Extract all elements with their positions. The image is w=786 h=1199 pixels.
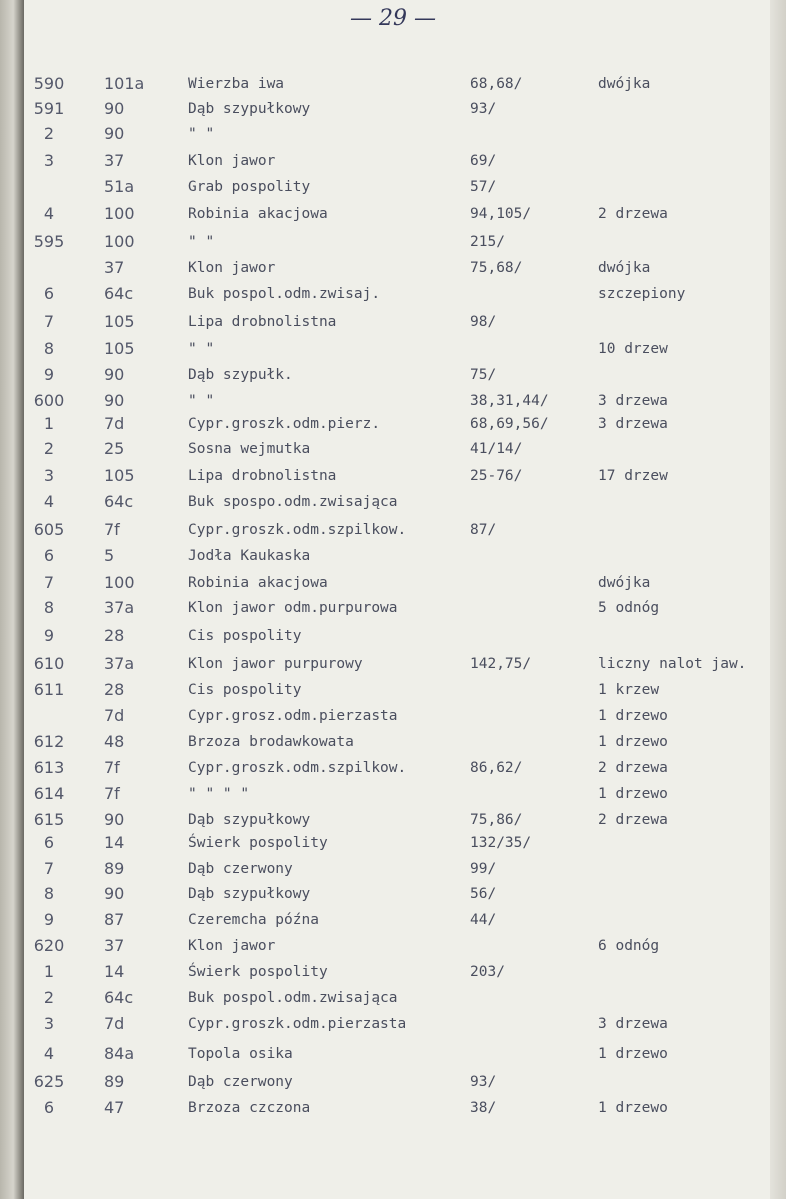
species-name: Cypr.grosz.odm.pierzasta bbox=[188, 708, 398, 724]
species-code: 7f bbox=[104, 784, 120, 803]
row-number: 590 bbox=[33, 74, 65, 93]
circumference: 98/ bbox=[470, 314, 497, 330]
page-number: — 29 — bbox=[350, 6, 436, 31]
circumference: 41/14/ bbox=[470, 441, 523, 457]
inventory-row bbox=[0, 520, 786, 546]
row-number: 614 bbox=[33, 784, 65, 803]
species-code: 101a bbox=[104, 74, 145, 93]
inventory-row bbox=[0, 284, 786, 310]
species-code: 7f bbox=[104, 520, 120, 539]
species-code: 25 bbox=[104, 439, 125, 458]
species-name: " " bbox=[188, 126, 215, 142]
species-name: Dąb szypułkowy bbox=[188, 812, 311, 828]
species-name: Dąb szypułkowy bbox=[188, 101, 311, 117]
row-number: 600 bbox=[33, 391, 65, 410]
remarks: 17 drzew bbox=[598, 468, 668, 484]
remarks: 1 drzewo bbox=[598, 708, 668, 724]
species-code: 28 bbox=[104, 680, 125, 699]
circumference: 93/ bbox=[470, 101, 497, 117]
species-code: 7d bbox=[104, 414, 125, 433]
species-name: Grab pospolity bbox=[188, 179, 311, 195]
inventory-row bbox=[0, 654, 786, 680]
row-number: 9 bbox=[43, 365, 55, 384]
row-number: 612 bbox=[33, 732, 65, 751]
circumference: 75/ bbox=[470, 367, 497, 383]
species-code: 14 bbox=[104, 962, 125, 981]
species-name: Klon jawor bbox=[188, 260, 276, 276]
inventory-row bbox=[0, 492, 786, 518]
inventory-row bbox=[0, 884, 786, 910]
inventory-row bbox=[0, 1098, 786, 1124]
species-name: Dąb czerwony bbox=[188, 861, 293, 877]
species-name: Świerk pospolity bbox=[188, 964, 328, 980]
row-number: 620 bbox=[33, 936, 65, 955]
inventory-row bbox=[0, 177, 786, 203]
inventory-row bbox=[0, 439, 786, 465]
row-number: 3 bbox=[43, 151, 55, 170]
remarks: 2 drzewa bbox=[598, 760, 668, 776]
circumference: 142,75/ bbox=[470, 656, 532, 672]
species-name: Cis pospolity bbox=[188, 682, 302, 698]
circumference: 25-76/ bbox=[470, 468, 523, 484]
circumference: 132/35/ bbox=[470, 835, 532, 851]
inventory-row bbox=[0, 1044, 786, 1070]
inventory-row bbox=[0, 365, 786, 391]
remarks: 3 drzewa bbox=[598, 416, 668, 432]
species-name: Topola osika bbox=[188, 1046, 293, 1062]
species-name: Buk spospo.odm.zwisająca bbox=[188, 494, 398, 510]
species-code: 105 bbox=[104, 339, 135, 358]
inventory-row bbox=[0, 466, 786, 492]
row-number: 6 bbox=[43, 1098, 55, 1117]
species-name: Cypr.groszk.odm.szpilkow. bbox=[188, 760, 407, 776]
species-name: Klon jawor bbox=[188, 153, 276, 169]
species-code: 64c bbox=[104, 988, 134, 1007]
row-number: 7 bbox=[43, 312, 55, 331]
inventory-row bbox=[0, 151, 786, 177]
row-number: 1 bbox=[43, 414, 55, 433]
row-number: 4 bbox=[43, 1044, 55, 1063]
species-name: " " " " bbox=[188, 786, 250, 802]
row-number: 6 bbox=[43, 546, 55, 565]
species-code: 90 bbox=[104, 884, 125, 903]
remarks: 3 drzewa bbox=[598, 1016, 668, 1032]
row-number: 4 bbox=[43, 492, 55, 511]
row-number: 7 bbox=[43, 859, 55, 878]
circumference: 203/ bbox=[470, 964, 505, 980]
species-code: 87 bbox=[104, 910, 125, 929]
species-code: 90 bbox=[104, 810, 125, 829]
species-name: Buk pospol.odm.zwisaj. bbox=[188, 286, 381, 302]
inventory-row bbox=[0, 546, 786, 572]
inventory-row bbox=[0, 598, 786, 624]
inventory-row bbox=[0, 988, 786, 1014]
row-number: 3 bbox=[43, 1014, 55, 1033]
circumference: 56/ bbox=[470, 886, 497, 902]
inventory-row bbox=[0, 312, 786, 338]
species-name: Brzoza czczona bbox=[188, 1100, 311, 1116]
species-name: " " bbox=[188, 341, 215, 357]
species-code: 5 bbox=[104, 546, 115, 565]
circumference: 75,86/ bbox=[470, 812, 523, 828]
row-number: 2 bbox=[43, 124, 55, 143]
species-name: Lipa drobnolistna bbox=[188, 314, 337, 330]
species-name: Cis pospolity bbox=[188, 628, 302, 644]
species-code: 89 bbox=[104, 859, 125, 878]
row-number: 6 bbox=[43, 833, 55, 852]
circumference: 99/ bbox=[470, 861, 497, 877]
row-number: 3 bbox=[43, 466, 55, 485]
inventory-row bbox=[0, 258, 786, 284]
inventory-row bbox=[0, 706, 786, 732]
species-code: 37 bbox=[104, 151, 125, 170]
circumference: 38/ bbox=[470, 1100, 497, 1116]
species-name: Klon jawor odm.purpurowa bbox=[188, 600, 398, 616]
row-number: 6 bbox=[43, 284, 55, 303]
row-number: 4 bbox=[43, 204, 55, 223]
remarks: 2 drzewa bbox=[598, 812, 668, 828]
inventory-row bbox=[0, 833, 786, 859]
species-name: Buk pospol.odm.zwisająca bbox=[188, 990, 398, 1006]
row-number: 1 bbox=[43, 962, 55, 981]
circumference: 57/ bbox=[470, 179, 497, 195]
species-name: Dąb szypułk. bbox=[188, 367, 293, 383]
inventory-row bbox=[0, 859, 786, 885]
inventory-row bbox=[0, 910, 786, 936]
remarks: 1 drzewo bbox=[598, 734, 668, 750]
row-number: 615 bbox=[33, 810, 65, 829]
species-code: 89 bbox=[104, 1072, 125, 1091]
circumference: 44/ bbox=[470, 912, 497, 928]
species-name: Świerk pospolity bbox=[188, 835, 328, 851]
circumference: 75,68/ bbox=[470, 260, 523, 276]
inventory-row bbox=[0, 626, 786, 652]
species-code: 90 bbox=[104, 391, 125, 410]
circumference: 94,105/ bbox=[470, 206, 532, 222]
inventory-row bbox=[0, 232, 786, 258]
species-code: 100 bbox=[104, 204, 135, 223]
inventory-row bbox=[0, 99, 786, 125]
remarks: 3 drzewa bbox=[598, 393, 668, 409]
species-code: 64c bbox=[104, 492, 134, 511]
inventory-row bbox=[0, 204, 786, 230]
species-name: Cypr.groszk.odm.pierz. bbox=[188, 416, 381, 432]
inventory-row bbox=[0, 758, 786, 784]
row-number: 625 bbox=[33, 1072, 65, 1091]
remarks: dwójka bbox=[598, 260, 651, 276]
species-code: 105 bbox=[104, 312, 135, 331]
species-name: " " bbox=[188, 393, 215, 409]
remarks: 1 drzewo bbox=[598, 1100, 668, 1116]
species-code: 64c bbox=[104, 284, 134, 303]
species-code: 28 bbox=[104, 626, 125, 645]
remarks: 5 odnóg bbox=[598, 600, 660, 616]
species-name: Dąb szypułkowy bbox=[188, 886, 311, 902]
species-code: 90 bbox=[104, 99, 125, 118]
remarks: 6 odnóg bbox=[598, 938, 660, 954]
circumference: 87/ bbox=[470, 522, 497, 538]
species-name: Klon jawor bbox=[188, 938, 276, 954]
species-code: 37 bbox=[104, 258, 125, 277]
inventory-row bbox=[0, 1014, 786, 1040]
species-code: 37a bbox=[104, 654, 135, 673]
species-name: Cypr.groszk.odm.szpilkow. bbox=[188, 522, 407, 538]
remarks: 1 drzewo bbox=[598, 1046, 668, 1062]
remarks: 10 drzew bbox=[598, 341, 668, 357]
circumference: 215/ bbox=[470, 234, 505, 250]
inventory-row bbox=[0, 1072, 786, 1098]
remarks: 2 drzewa bbox=[598, 206, 668, 222]
remarks: 1 drzewo bbox=[598, 786, 668, 802]
inventory-row bbox=[0, 414, 786, 440]
row-number: 613 bbox=[33, 758, 65, 777]
species-name: Klon jawor purpurowy bbox=[188, 656, 363, 672]
species-code: 7f bbox=[104, 758, 120, 777]
row-number: 2 bbox=[43, 439, 55, 458]
species-name: Cypr.groszk.odm.pierzasta bbox=[188, 1016, 407, 1032]
species-code: 14 bbox=[104, 833, 125, 852]
species-code: 90 bbox=[104, 365, 125, 384]
inventory-row bbox=[0, 573, 786, 599]
species-code: 37a bbox=[104, 598, 135, 617]
species-code: 105 bbox=[104, 466, 135, 485]
row-number: 8 bbox=[43, 598, 55, 617]
remarks: 1 krzew bbox=[598, 682, 660, 698]
species-code: 7d bbox=[104, 706, 125, 725]
species-name: Jodła Kaukaska bbox=[188, 548, 311, 564]
circumference: 86,62/ bbox=[470, 760, 523, 776]
species-code: 47 bbox=[104, 1098, 125, 1117]
species-code: 48 bbox=[104, 732, 125, 751]
row-number: 595 bbox=[33, 232, 65, 251]
species-name: Sosna wejmutka bbox=[188, 441, 311, 457]
remarks: dwójka bbox=[598, 575, 651, 591]
row-number: 2 bbox=[43, 988, 55, 1007]
circumference: 38,31,44/ bbox=[470, 393, 549, 409]
inventory-row bbox=[0, 936, 786, 962]
species-code: 7d bbox=[104, 1014, 125, 1033]
species-name: Czeremcha późna bbox=[188, 912, 319, 928]
species-name: " " bbox=[188, 234, 215, 250]
inventory-row bbox=[0, 962, 786, 988]
row-number: 591 bbox=[33, 99, 65, 118]
circumference: 68,69,56/ bbox=[470, 416, 549, 432]
inventory-row bbox=[0, 680, 786, 706]
row-number: 610 bbox=[33, 654, 65, 673]
species-code: 51a bbox=[104, 177, 135, 196]
inventory-row bbox=[0, 339, 786, 365]
species-name: Lipa drobnolistna bbox=[188, 468, 337, 484]
species-name: Robinia akacjowa bbox=[188, 575, 328, 591]
species-code: 100 bbox=[104, 573, 135, 592]
circumference: 69/ bbox=[470, 153, 497, 169]
remarks: szczepiony bbox=[598, 286, 686, 302]
inventory-row bbox=[0, 784, 786, 810]
row-number: 611 bbox=[33, 680, 65, 699]
row-number: 9 bbox=[43, 626, 55, 645]
species-name: Brzoza brodawkowata bbox=[188, 734, 354, 750]
species-code: 90 bbox=[104, 124, 125, 143]
row-number: 605 bbox=[33, 520, 65, 539]
remarks: liczny nalot jaw. bbox=[598, 656, 747, 672]
species-name: Wierzba iwa bbox=[188, 76, 285, 92]
inventory-row bbox=[0, 74, 786, 100]
remarks: dwójka bbox=[598, 76, 651, 92]
row-number: 8 bbox=[43, 339, 55, 358]
inventory-row bbox=[0, 124, 786, 150]
species-name: Robinia akacjowa bbox=[188, 206, 328, 222]
inventory-row bbox=[0, 732, 786, 758]
row-number: 9 bbox=[43, 910, 55, 929]
species-name: Dąb czerwony bbox=[188, 1074, 293, 1090]
row-number: 7 bbox=[43, 573, 55, 592]
circumference: 68,68/ bbox=[470, 76, 523, 92]
species-code: 84a bbox=[104, 1044, 135, 1063]
row-number: 8 bbox=[43, 884, 55, 903]
species-code: 37 bbox=[104, 936, 125, 955]
circumference: 93/ bbox=[470, 1074, 497, 1090]
species-code: 100 bbox=[104, 232, 135, 251]
